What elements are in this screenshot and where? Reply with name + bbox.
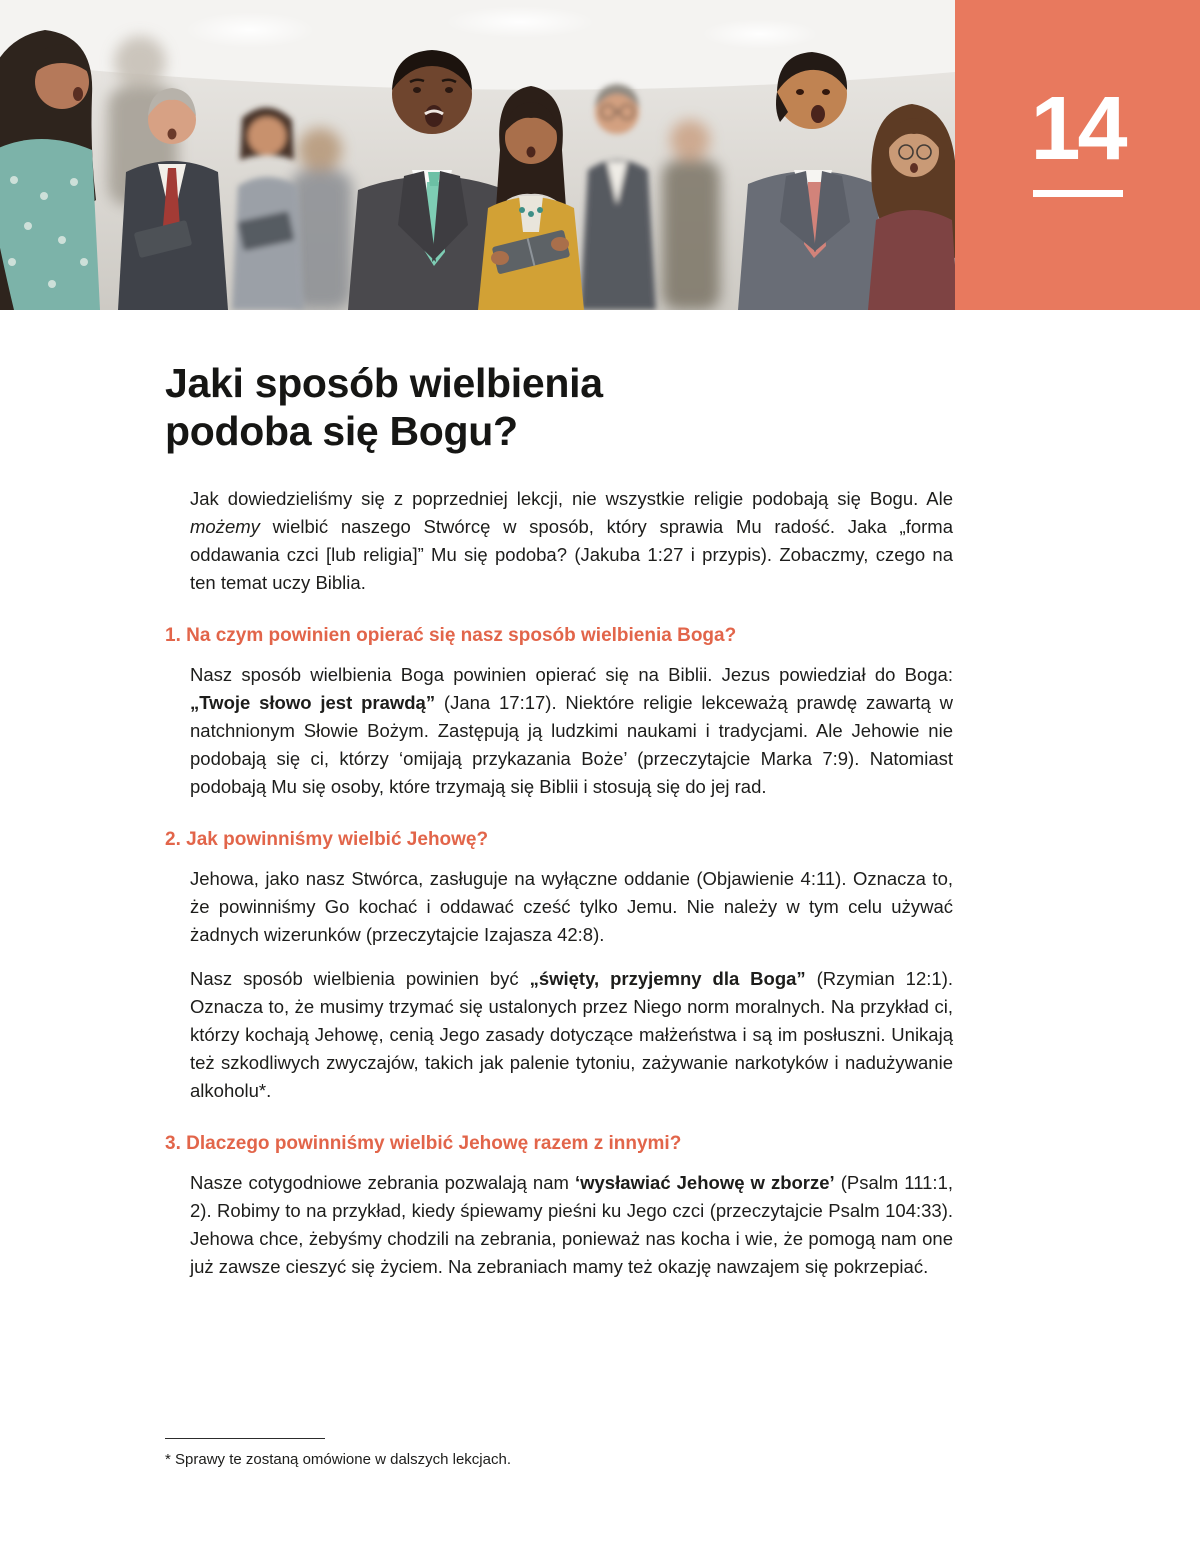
page-title-line-1: Jaki sposób wielbienia bbox=[165, 360, 603, 406]
lesson-content bbox=[0, 310, 955, 1281]
lesson-number-badge bbox=[955, 0, 1200, 310]
section-2-paragraph-2: Nasz sposób wielbienia powinien być „święty, przyjemny dla Boga” (Rzymian 12:1). Oznacza to, że musimy trzymać się ustalonych przez Niego norm moralnych. Na przykład ci, którzy kochają Jehowę, cenią Jego zasady dotyczące małżeństwa i są im posłuszni. Unikają też szkodliwych zwyczajów, takich jak palenie tytoniu, zażywanie narkotyków i nadużywanie alkoholu*. bbox=[190, 968, 953, 1102]
footnote-text: * Sprawy te zostaną omówione w dalszych lekcjach. bbox=[165, 1451, 511, 1468]
section-2-paragraph-1: Jehowa, jako nasz Stwórca, zasługuje na wyłączne oddanie (Objawienie 4:11). Oznacza to, że powinniśmy Go kochać i oddawać cześć tylko Jemu. Nie należy w tym celu używać żadnych wizerunków (przeczytajcie Izajasza 42:8). bbox=[190, 868, 953, 946]
page-title bbox=[165, 360, 955, 455]
section-1 bbox=[165, 624, 955, 801]
section-3-paragraph-1: Nasze cotygodniowe zebrania pozwalają nam ‘wysławiać Jehowę w zborze’ (Psalm 111:1, 2). Robimy to na przykład, kiedy śpiewamy pieśni ku Jego czci (przeczytajcie Psalm 104:33). Jehowa chce, żebyśmy chodzili na zebrania, ponieważ nas kocha i wie, że pomogą nam one już zawsze cieszyć się życiem. Na zebraniach mamy też okazję nawzajem się pokrzepiać. bbox=[190, 1172, 954, 1278]
page-title-line-2: podoba się Bogu? bbox=[165, 407, 518, 454]
question-heading-1: 1. Na czym powinien opierać się nasz sposób wielbienia Boga? bbox=[165, 625, 737, 647]
section-2 bbox=[165, 828, 955, 1105]
hero-photo bbox=[0, 0, 955, 310]
lesson-number: 14 bbox=[1030, 79, 1125, 179]
question-heading-3: 3. Dlaczego powinniśmy wielbić Jehowę razem z innymi? bbox=[165, 1133, 682, 1155]
footnote-divider bbox=[165, 1438, 325, 1439]
footnote bbox=[165, 1438, 965, 1470]
congregation-singing-illustration bbox=[0, 0, 955, 310]
hero bbox=[0, 0, 1200, 310]
lesson-number-underline bbox=[1033, 190, 1123, 197]
intro-paragraph: Jak dowiedzieliśmy się z poprzedniej lekcji, nie wszystkie religie podobają się Bogu. Ale możemy wielbić naszego Stwórcę w sposób, który sprawia Mu radość. Jaka „forma oddawania czci [lub religia]” Mu się podoba? (Jakuba 1:27 i przypis). Zobaczmy, czego na ten temat uczy Biblia. bbox=[190, 488, 953, 594]
section-3 bbox=[165, 1132, 955, 1281]
question-heading-2: 2. Jak powinniśmy wielbić Jehowę? bbox=[165, 829, 489, 851]
section-1-paragraph-1: Nasz sposób wielbienia Boga powinien opierać się na Biblii. Jezus powiedział do Boga: „Twoje słowo jest prawdą” (Jana 17:17). Niektóre religie lekceważą prawdę zawartą w natchnionym Słowie Bożym. Zastępują ją ludzkimi naukami i tradycjami. Ale Jehowie nie podobają się ci, którzy ‘omijają przykazania Boże’ (przeczytajcie Marka 7:9). Natomiast podobają Mu się osoby, które trzymają się Biblii i stosują się do jej rad. bbox=[190, 664, 953, 798]
